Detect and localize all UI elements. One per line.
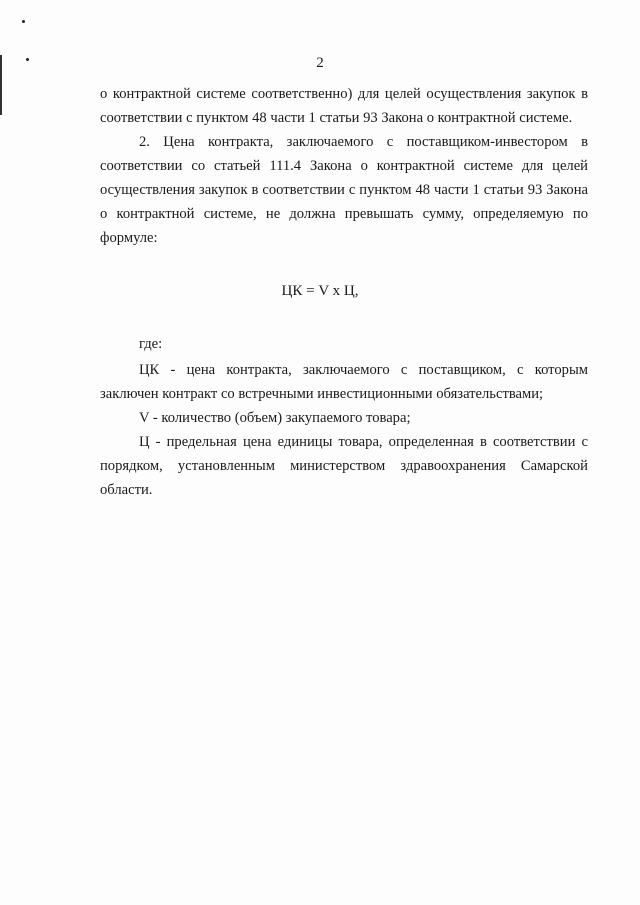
formula: ЦК = V x Ц, <box>281 283 359 299</box>
paragraph-2: 2. Цена контракта, заключаемого с поставщиком-инвестором в соответствии со статьей 111.4 Закона о контрактной системе для целей осуществления закупок в соответствии с пунктом 48 части 1 статьи 93 Закона о контрактной системе, не должна превышать сумму, определяемую по формуле: <box>100 134 588 246</box>
definitions-block <box>100 358 588 502</box>
scan-artifact-dot <box>22 20 25 23</box>
intro-paragraph-block <box>100 82 588 130</box>
definition-ck: ЦК - цена контракта, заключаемого с поставщиком, с которым заключен контракт со встречными инвестиционными обязательствами; <box>100 362 588 402</box>
page-number: 2 <box>316 55 324 71</box>
definition-c: Ц - предельная цена единицы товара, определенная в соответствии с порядком, установленным министерством здравоохранения Самарской области. <box>100 434 588 498</box>
paragraph-2-block <box>100 130 588 250</box>
intro-paragraph: о контрактной системе соответственно) для целей осуществления закупок в соответствии с пунктом 48 части 1 статьи 93 Закона о контрактной системе. <box>100 86 588 126</box>
where-label: где: <box>139 336 163 352</box>
definition-v: V - количество (объем) закупаемого товара; <box>139 410 411 426</box>
